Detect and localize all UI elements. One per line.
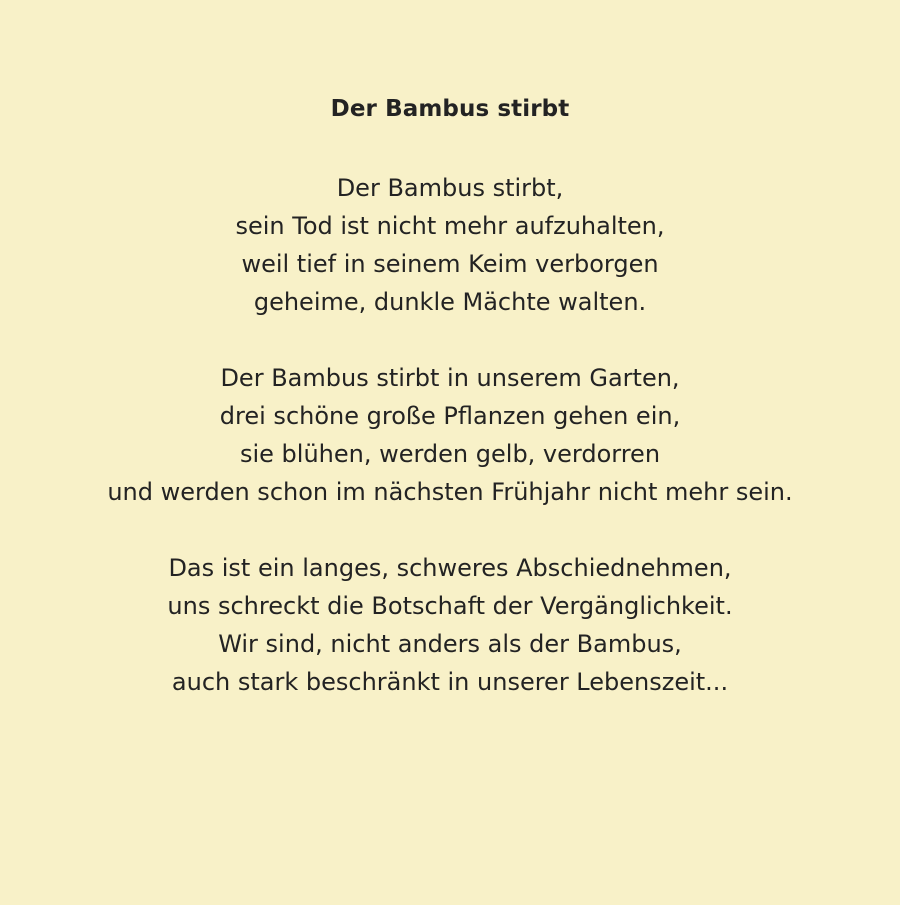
poem-title: Der Bambus stirbt (330, 96, 570, 122)
poem-line: Der Bambus stirbt in unserem Garten, (220, 364, 680, 392)
stanza-3 (0, 549, 900, 701)
poem-line: weil tief in seinem Keim verborgen (241, 250, 659, 278)
stanza-2 (0, 359, 900, 511)
poem-line: und werden schon im nächsten Frühjahr nicht mehr sein. (107, 478, 793, 506)
poem-line: geheime, dunkle Mächte walten. (253, 288, 647, 316)
poem-line: Das ist ein langes, schweres Abschiednehmen, (168, 554, 732, 582)
poem-line: Der Bambus stirbt, (336, 174, 564, 202)
poem-line: auch stark beschränkt in unserer Lebenszeit... (171, 668, 729, 696)
poem-line: Wir sind, nicht anders als der Bambus, (218, 630, 682, 658)
poem-line: uns schreckt die Botschaft der Vergänglichkeit. (167, 592, 733, 620)
stanza-1 (0, 169, 900, 321)
poem-line: sein Tod ist nicht mehr aufzuhalten, (235, 212, 665, 240)
poem-line: sie blühen, werden gelb, verdorren (239, 440, 661, 468)
poem-line: drei schöne große Pflanzen gehen ein, (219, 402, 681, 430)
